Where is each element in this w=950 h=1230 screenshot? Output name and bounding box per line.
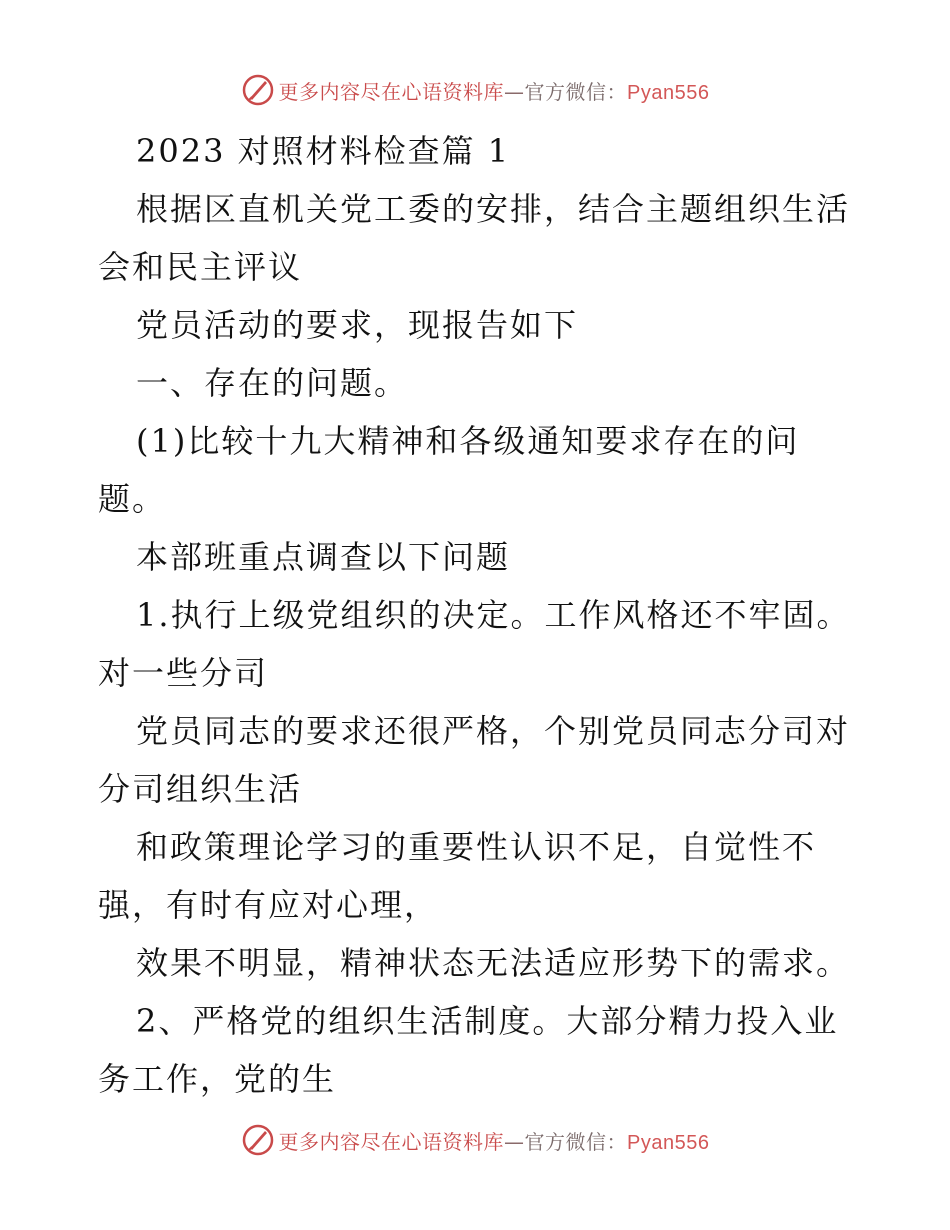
header-watermark-banner: [0, 68, 950, 112]
paragraph: 本部班重点调查以下问题: [136, 538, 511, 576]
paragraph: 和政策理论学习的重要性认识不足，自觉性不强，有时有应对心理，: [98, 828, 817, 924]
banner-site-text: 更多内容尽在心语资料库: [278, 1129, 505, 1154]
footer-watermark-banner: [0, 1118, 950, 1162]
document-body: [98, 122, 858, 1108]
paragraph: 根据区直机关党工委的安排，结合主题组织生活会和民主评议: [98, 190, 851, 286]
subsection-heading: (1)比较十九大精神和各级通知要求存在的问题。: [98, 422, 800, 518]
list-item: 1.执行上级党组织的决定。工作风格还不牢固。对一些分司: [98, 596, 851, 692]
banner-wechat-label: 官方微信：: [524, 1129, 628, 1154]
paragraph: 党员活动的要求，现报告如下: [136, 306, 579, 344]
banner-wechat-label: 官方微信：: [524, 79, 628, 104]
document-title: 2023 对照材料检查篇 1: [136, 132, 511, 170]
quill-pen-logo-icon: [241, 73, 275, 107]
paragraph: 党员同志的要求还很严格，个别党员同志分司对分司组织生活: [98, 712, 851, 808]
section-heading: 一、存在的问题。: [136, 364, 409, 402]
banner-site-text: 更多内容尽在心语资料库: [278, 79, 505, 104]
banner-text: [279, 76, 710, 105]
banner-text: [279, 1126, 710, 1155]
paragraph: 效果不明显，精神状态无法适应形势下的需求。: [136, 944, 851, 982]
banner-account: Pyan556: [627, 1131, 710, 1154]
quill-pen-logo-icon: [241, 1123, 275, 1157]
banner-separator: —: [504, 79, 525, 104]
list-item: 2、严格党的组织生活制度。大部分精力投入业务工作，党的生: [98, 1002, 839, 1098]
banner-account: Pyan556: [627, 81, 710, 104]
banner-separator: —: [504, 1129, 525, 1154]
